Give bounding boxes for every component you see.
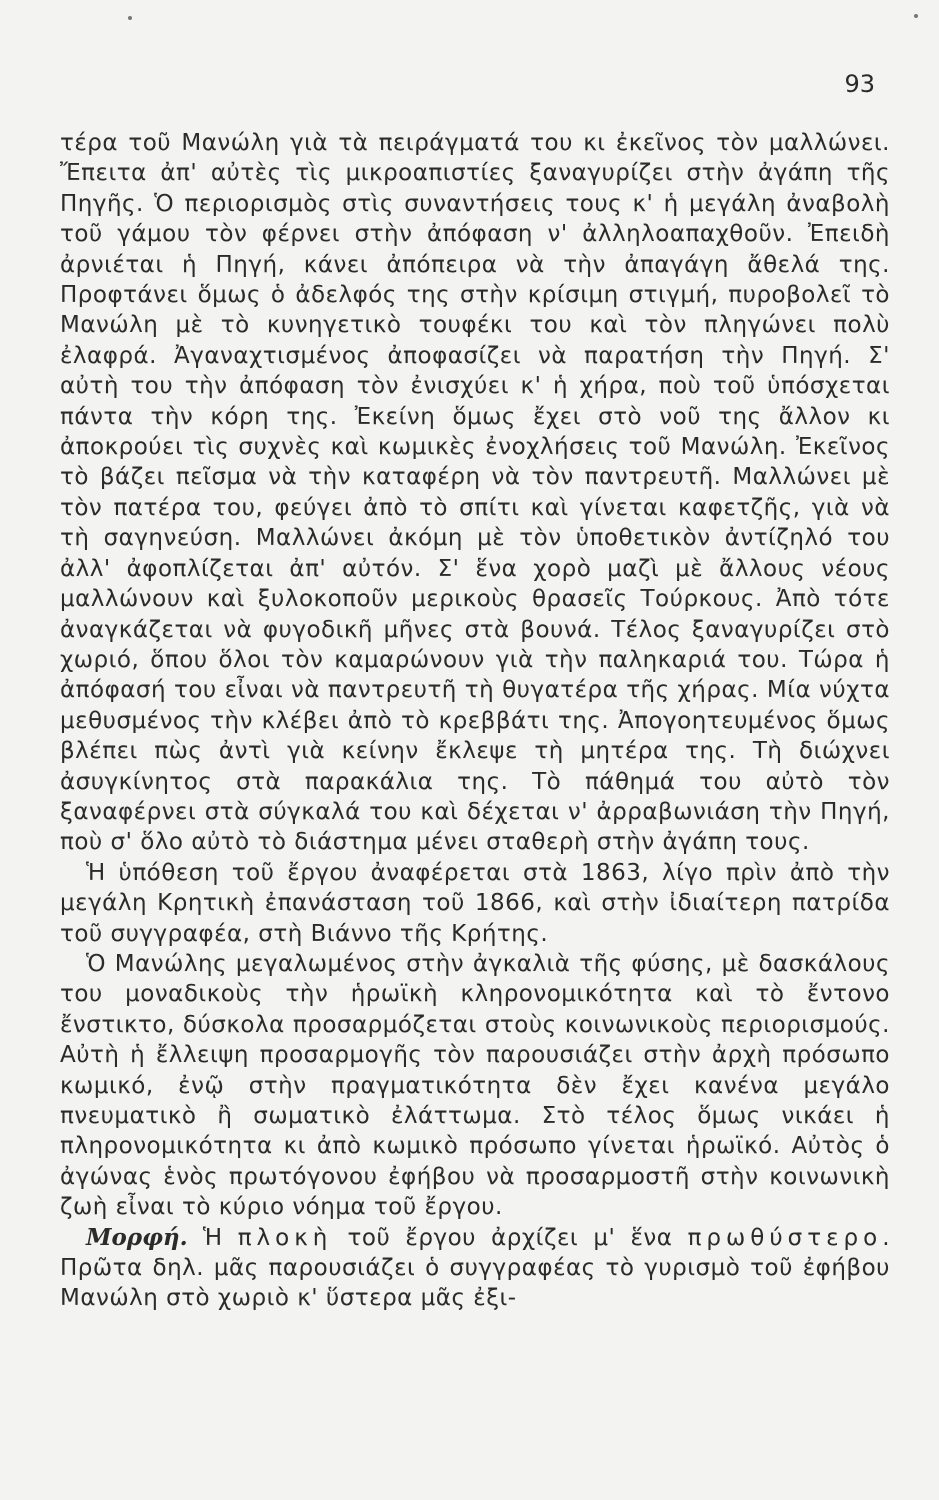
body-text (60, 128, 890, 1314)
print-speck (914, 14, 918, 18)
form-text-c: . Πρῶτα δηλ. μᾶς παρουσιάζει ὁ συγγραφέας τὸ γυρισμὸ τοῦ ἐφήβου Μανώλη στὸ χωριὸ κ' ὕστερα μᾶς ἐξι- (60, 1224, 891, 1312)
page-number: 93 (844, 70, 875, 98)
paragraph-plot-continuation: τέρα τοῦ Μανώλη γιὰ τὰ πειράγματά του κι ἐκεῖνος τὸν μαλλώνει. Ἔπειτα ἀπ' αὐτὲς τὶς μικροαπιστίες ξαναγυρίζει στὴν ἀγάπη τῆς Πηγῆς. Ὁ περιορισμὸς στὶς συναντήσεις τους κ' ἡ μεγάλη ἀναβολὴ τοῦ γάμου τὸν φέρνει στὴν ἀπόφαση ν' ἀλληλοαπαχθοῦν. Ἐπειδὴ ἀρνιέται ἡ Πηγή, κάνει ἀπόπειρα νὰ τὴν ἀπαγάγη ἄθελά της. Προφτάνει ὅμως ὁ ἀδελφός της στὴν κρίσιμη στιγμή, πυροβολεῖ τὸ Μανώλη μὲ τὸ κυνηγετικὸ τουφέκι του καὶ τὸν πληγώνει πολὺ ἐλαφρά. Ἀγαναχτισμένος ἀποφασίζει νὰ παρατήση τὴν Πηγή. Σ' αὐτὴ του τὴν ἀπόφαση τὸν ἐνισχύει κ' ἡ χήρα, ποὺ τοῦ ὑπόσχεται πάντα τὴν κόρη της. Ἐκείνη ὅμως ἔχει στὸ νοῦ της ἄλλον κι ἀποκρούει τὶς συχνὲς καὶ κωμικὲς ἐνοχλήσεις τοῦ Μανώλη. Ἐκεῖνος τὸ βάζει πεῖσμα νὰ τὴν καταφέρη νὰ τὸν παντρευτῆ. Μαλλώνει μὲ τὸν πατέρα του, φεύγει ἀπὸ τὸ σπίτι καὶ γίνεται καφετζῆς, γιὰ νὰ τὴ σαγηνεύση. Μαλλώνει ἀκόμη μὲ τὸν ὑποθετικὸν ἀντίζηλό του ἀλλ' ἀφοπλίζεται ἀπ' αὐτόν. Σ' ἕνα χορὸ μαζὶ μὲ ἄλλους νέους μαλλώνουν καὶ ξυλοκοποῦν μερικοὺς θρασεῖς Τούρκους. Ἀπὸ τότε ἀναγκάζεται νὰ φυγοδικῆ μῆνες στὰ βουνά. Τέλος ξαναγυρίζει στὸ χωριό, ὅπου ὅλοι τὸν καμαρώνουν γιὰ τὴν παληκαριά του. Τώρα ἡ ἀπόφασή του εἶναι νὰ παντρευτῆ τὴ θυγατέρα τῆς χήρας. Μία νύχτα μεθυσμένος τὴν κλέβει ἀπὸ τὸ κρεββάτι της. Ἀπογοητευμένος ὅμως βλέπει πὼς ἀντὶ γιὰ κείνην ἔκλεψε τὴ μητέρα της. Τὴ διώχνει ἀσυγκίνητος στὰ παρακάλια της. Τὸ πάθημά του αὐτὸ τὸν ξαναφέρνει στὰ σύγκαλά του καὶ δέχεται ν' ἀρραβωνιάση τὴν Πηγή, ποὺ σ' ὅλο αὐτὸ τὸ διάστημα μένει σταθερὴ στὴν ἀγάπη τους. (60, 130, 890, 856)
paragraph-form (60, 1223, 890, 1314)
paragraph-setting: Ἡ ὑπόθεση τοῦ ἔργου ἀναφέρεται στὰ 1863, λίγο πρὶν ἀπὸ τὴν μεγάλη Κρητικὴ ἐπανάσταση τοῦ 1866, καὶ στὴν ἰδιαίτερη πατρίδα τοῦ συγγραφέα, στὴ Βιάννο τῆς Κρήτης. (60, 859, 890, 947)
paragraph-character: Ὁ Μανώλης μεγαλωμένος στὴν ἀγκαλιὰ τῆς φύσης, μὲ δασκάλους του μοναδικοὺς τὴν ἡρωϊκὴ κληρονομικότητα καὶ τὸ ἔντονο ἔνστικτο, δύσκολα προσαρμόζεται στοὺς κοινωνικοὺς περιορισμούς. Αὐτὴ ἡ ἔλλειψη προσαρμογῆς τὸν παρουσιάζει στὴν ἀρχὴ πρόσωπο κωμικό, ἐνῷ στὴν πραγματικότητα δὲν ἔχει κανένα μεγάλο πνευματικὸ ἢ σωματικὸ ἐλάττωμα. Στὸ τέλος ὅμως νικάει ἡ πληρονομικότητα κι ἀπὸ κωμικὸ πρόσωπο γίνεται ἡρωϊκό. Αὐτὸς ὁ ἀγώνας ἑνὸς πρωτόγονου ἐφήβου νὰ προσαρμοστῆ στὴν κοινωνικὴ ζωὴ εἶναι τὸ κύριο νόημα τοῦ ἔργου. (60, 950, 890, 1221)
form-text-b: τοῦ ἔργου ἀρχίζει μ' ἕνα (332, 1224, 688, 1251)
form-text-a: Ἡ (202, 1224, 238, 1251)
form-emphasis-hysteron: πρωθύστερο (687, 1224, 883, 1251)
print-speck (128, 16, 132, 20)
section-heading-form: Μορφή. (86, 1223, 188, 1251)
form-emphasis-plot: πλοκὴ (237, 1224, 333, 1251)
